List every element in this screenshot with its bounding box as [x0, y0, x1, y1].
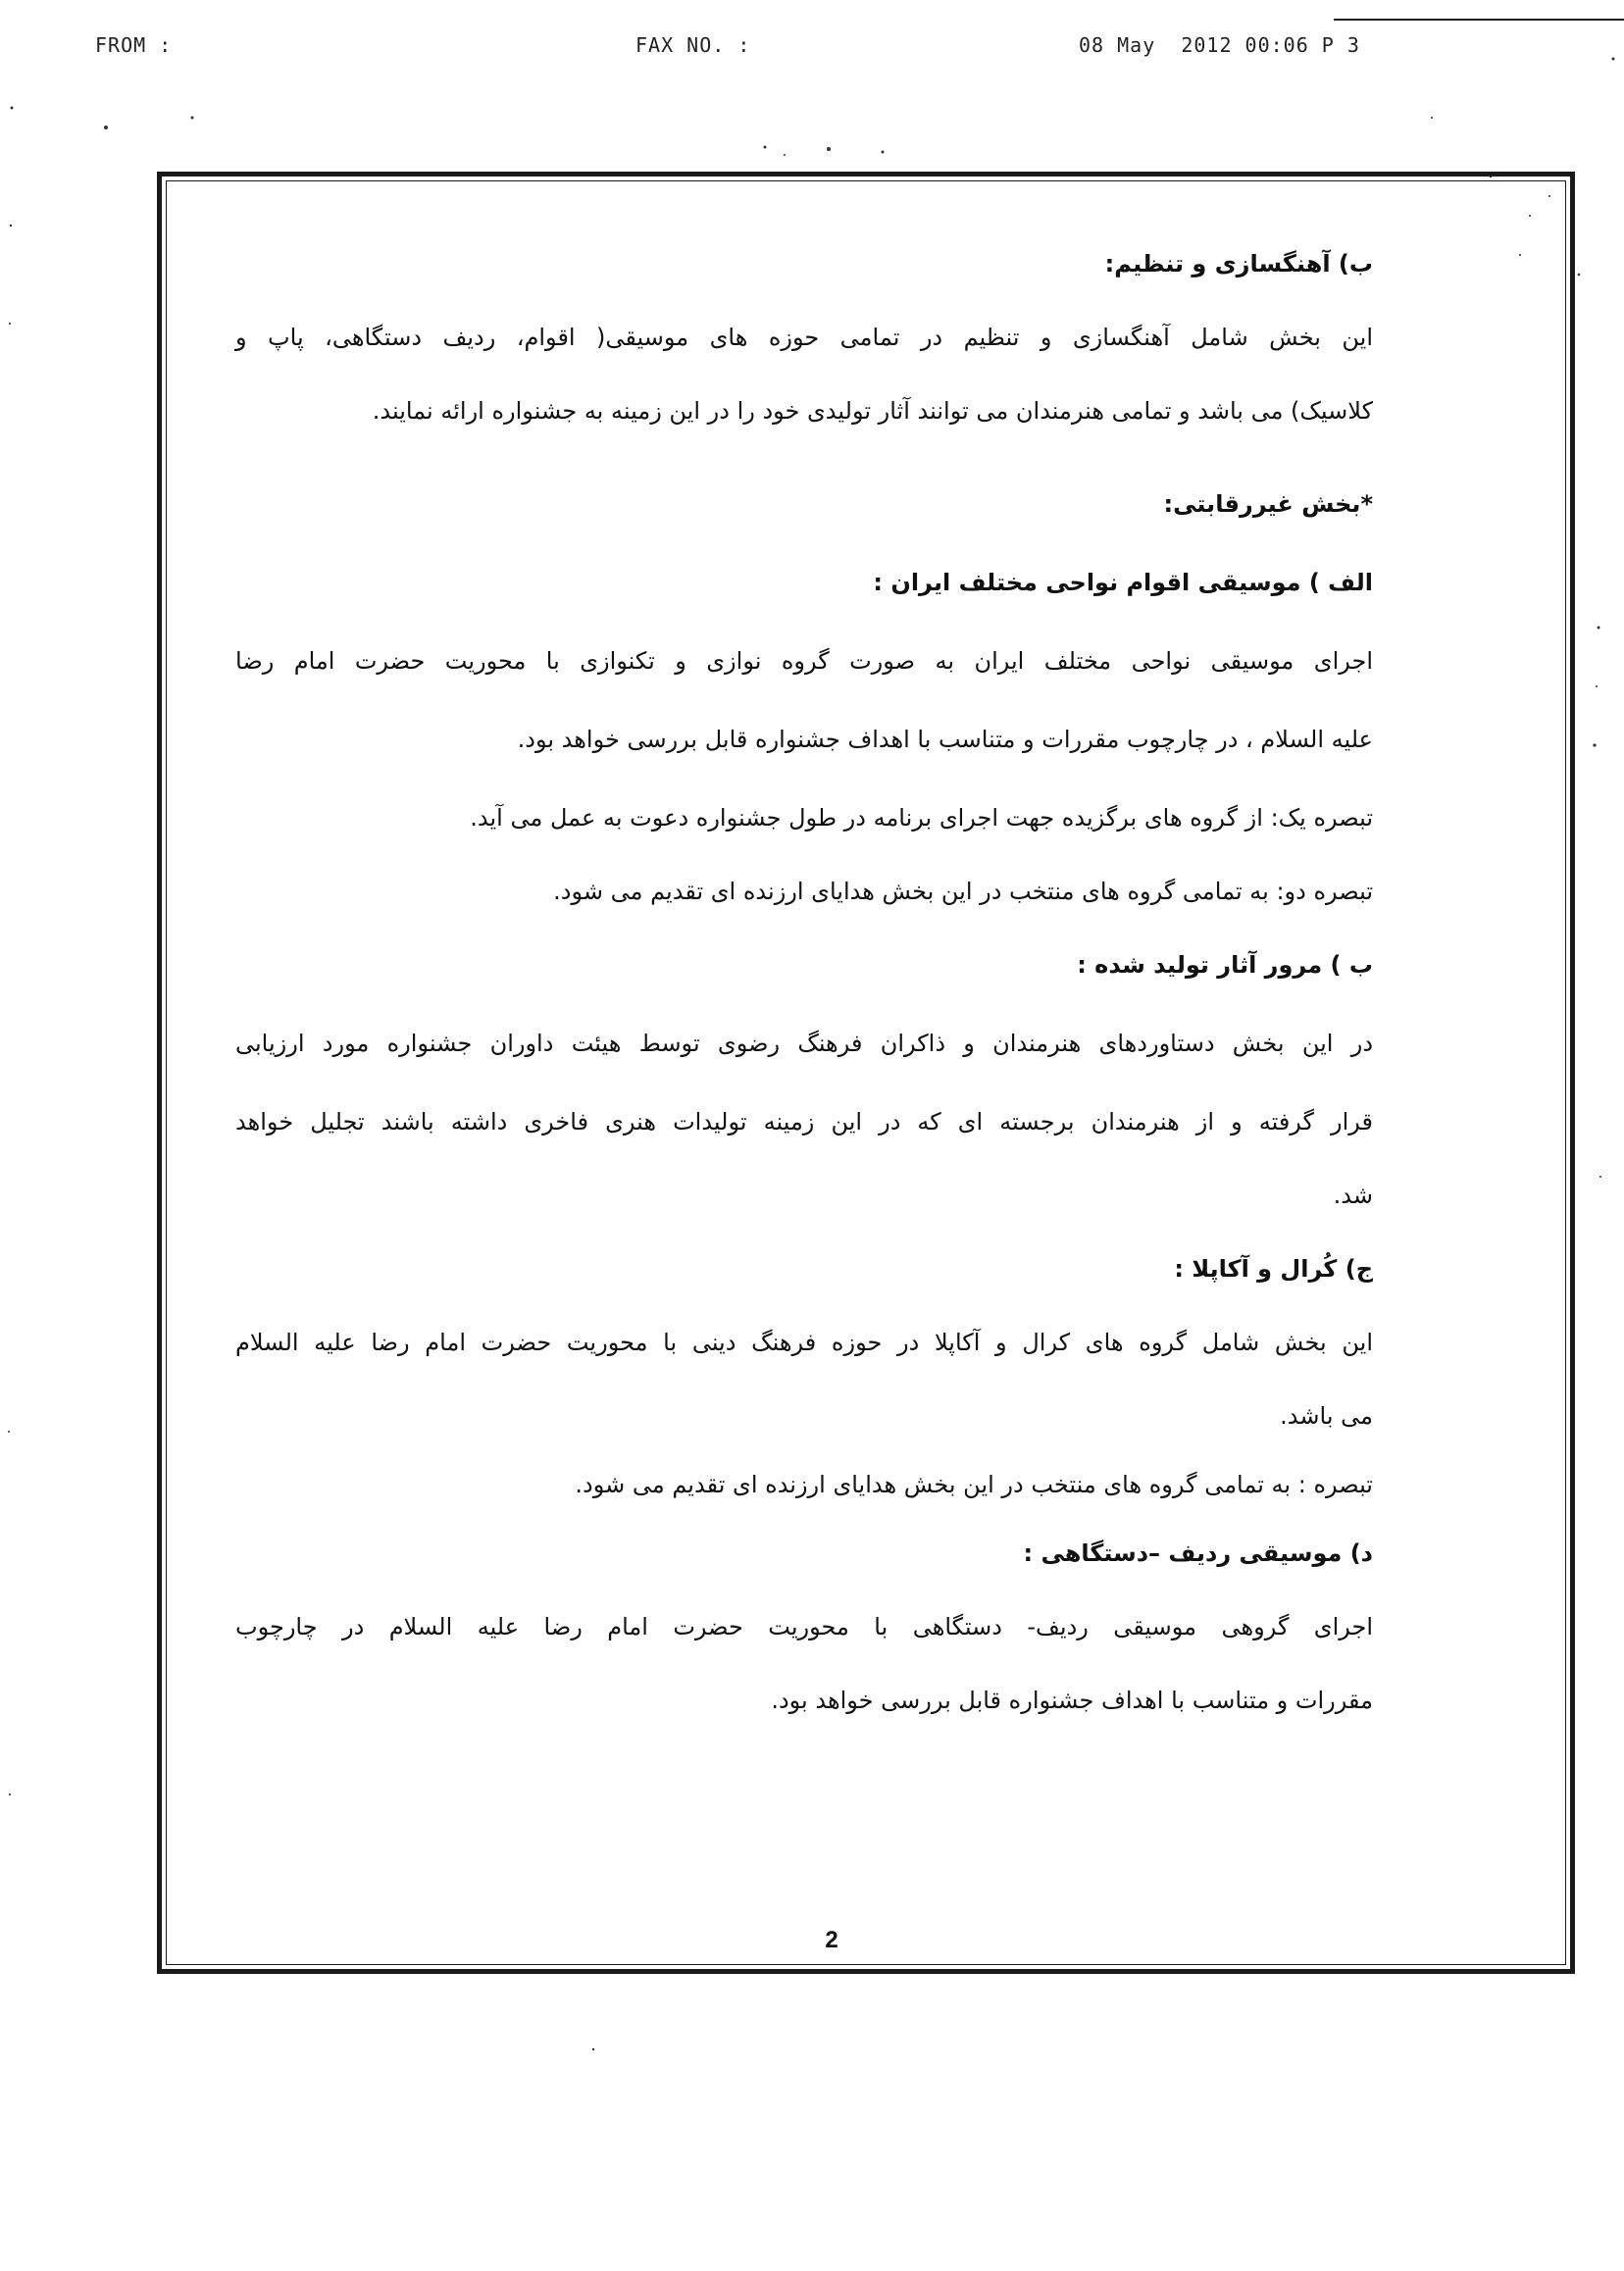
fax-header	[0, 33, 1624, 73]
fax-number-label: FAX NO. :	[635, 33, 751, 57]
jim-text-1: این بخش شامل گروه های کرال و آکاپلا در حوزه فرهنگ دینی با محوریت حضرت امام رضا علیه السلام	[235, 1329, 1373, 1356]
be-text-1: در این بخش دستاوردهای هنرمندان و ذاکران فرهنگ رضوی توسط هیئت داوران جشنواره مورد ارزیابی	[235, 1030, 1373, 1057]
alef-text-2: علیه السلام ، در چارچوب مقررات و متناسب با اهداف جشنواره قابل بررسی خواهد بود.	[517, 726, 1373, 753]
dal-text-1: اجرای گروهی موسیقی ردیف- دستگاهی با محوریت حضرت امام رضا علیه السلام در چارچوب	[235, 1613, 1373, 1640]
section-b-text-1: این بخش شامل آهنگسازی و تنظیم در تمامی حوزه های موسیقی( اقوام، ردیف دستگاهی، پاپ و	[235, 324, 1373, 351]
note-two: تبصره دو: به تمامی گروه های منتخب در این بخش هدایای ارزنده ای تقدیم می شود.	[553, 878, 1373, 905]
be-text-3: شد.	[1333, 1182, 1373, 1209]
page-number: 2	[825, 1927, 838, 1953]
noncompetitive-title: *بخش غیررقابتی:	[1163, 490, 1373, 518]
dal-title: د) موسیقی ردیف –دستگاهی :	[1023, 1539, 1373, 1567]
note-one: تبصره یک: از گروه های برگزیده جهت اجرای برنامه در طول جشنواره دعوت به عمل می آید.	[470, 804, 1373, 832]
dal-text-2: مقررات و متناسب با اهداف جشنواره قابل بررسی خواهد بود.	[771, 1687, 1373, 1714]
alef-title: الف ) موسیقی اقوام نواحی مختلف ایران :	[873, 569, 1373, 596]
alef-text-1: اجرای موسیقی نواحی مختلف ایران به صورت گروه نوازی و تکنوازی با محوریت حضرت امام رضا	[235, 647, 1373, 675]
be-title: ب ) مرور آثار تولید شده :	[1077, 951, 1373, 979]
jim-title: ج) کُرال و آکاپلا :	[1174, 1255, 1373, 1283]
fax-date-page: 08 May 2012 00:06 P 3	[1079, 33, 1360, 57]
fax-from: FROM :	[95, 33, 173, 57]
jim-note: تبصره : به تمامی گروه های منتخب در این بخش هدایای ارزنده ای تقدیم می شود.	[575, 1471, 1373, 1498]
section-b-text-2: کلاسیک) می باشد و تمامی هنرمندان می توانند آثار تولیدی خود را در این زمینه به جشنواره ارائه نمایند.	[372, 397, 1373, 425]
section-b-title: ب) آهنگسازی و تنظیم:	[1104, 250, 1373, 278]
jim-text-2: می باشد.	[1280, 1402, 1373, 1430]
be-text-2: قرار گرفته و از هنرمندان برجسته ای که در این زمینه تولیدات هنری فاخری داشته باشند تجلیل خواهد	[235, 1108, 1373, 1136]
